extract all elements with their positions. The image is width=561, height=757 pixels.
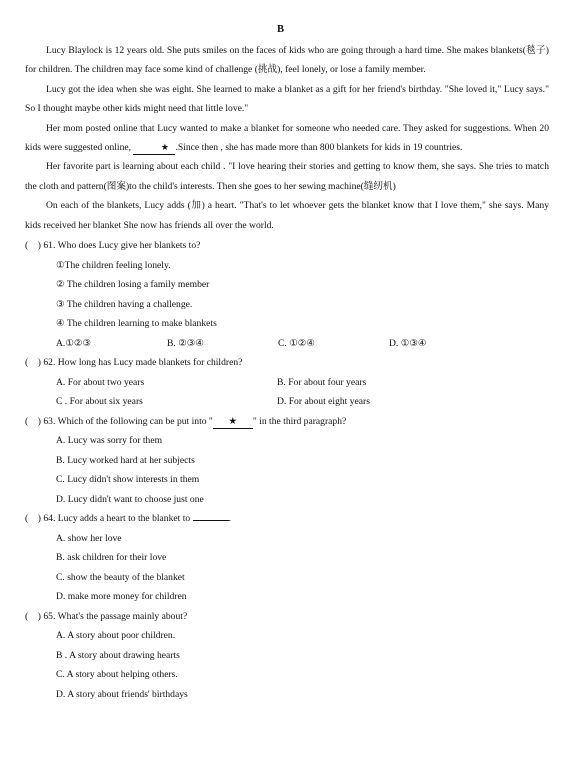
- q61-item-1: ①The children feeling lonely.: [56, 259, 171, 271]
- q61-item-3: ③ The children having a challenge.: [56, 298, 193, 310]
- q61-item-4: ④ The children learning to make blankets: [56, 318, 217, 329]
- q64-choice-a: A. show her love: [56, 532, 122, 544]
- q65-choice-c: C. A story about helping others.: [56, 669, 178, 680]
- question-63-stem: [25, 412, 549, 432]
- q63-choice-a: A. Lucy was sorry for them: [56, 435, 163, 446]
- paragraph-3-after: .Since then , she has made more than 800 blankets for kids in 19 countries.: [175, 142, 463, 154]
- q63-choice-c: C. Lucy didn't show interests in them: [56, 474, 200, 485]
- q63-choice-b: B. Lucy worked hard at her subjects: [56, 454, 195, 466]
- q61-item-2: ② The children losing a family member: [56, 279, 210, 290]
- q63-star-blank: ★: [213, 416, 253, 429]
- paragraph-5: On each of the blankets, Lucy adds (加) a heart. "That's to let whoever gets the blanket know that I love them," she says. Many kids received her blanket She now has friends all over the world.: [25, 200, 549, 231]
- question-64-stem: [25, 509, 549, 529]
- q63-choice-d: D. Lucy didn't want to choose just one: [56, 493, 204, 505]
- reading-passage: [25, 41, 549, 235]
- question-61-stem: ( ) 61. Who does Lucy give her blankets to?: [25, 240, 201, 251]
- q62-choice-a: A. For about two years: [56, 376, 145, 388]
- q61-choice-b: B. ②③④: [167, 337, 204, 349]
- q64-choice-d: D. make more money for children: [56, 591, 187, 602]
- paragraph-3: [25, 119, 549, 158]
- question-65-stem: ( ) 65. What's the passage mainly about?: [25, 610, 188, 622]
- q61-choice-c: C. ①②④: [278, 337, 315, 349]
- paragraph-2: Lucy got the idea when she was eight. She learned to make a blanket as a gift for her friend's birthday. "She loved it," Lucy says." So I thought maybe other kids might need that little love.": [25, 83, 549, 115]
- q65-choice-b: B . A story about drawing hearts: [56, 649, 180, 661]
- q64-stem-end: .: [228, 513, 231, 524]
- q62-choice-c: C . For about six years: [56, 396, 143, 407]
- q62-choices-row-1: [25, 373, 549, 393]
- q61-choice-d: D. ①③④: [389, 337, 427, 349]
- q65-choice-d: D. A story about friends' birthdays: [56, 688, 188, 700]
- q62-choices-row-2: [25, 392, 549, 412]
- q64-choice-b: B. ask children for their love: [56, 552, 167, 563]
- q61-choice-a: A.①②③: [56, 337, 92, 349]
- paragraph-4: Her favorite part is learning about each child . "I love hearing their stories and getting to know them, she says. She tries to match the cloth and pattern(图案)to the child's interests. Then she goes to her sewing machine(缝纫机): [25, 161, 549, 192]
- q62-choice-d: D. For about eight years: [277, 396, 370, 407]
- star-blank: ★: [133, 141, 175, 155]
- question-62-stem: ( ) 62. How long has Lucy made blankets for children?: [25, 357, 243, 368]
- section-title: B: [276, 24, 284, 35]
- paragraph-3-before: Her mom posted online that Lucy wanted to make a blanket for someone who needed care. They asked for suggestions. When 20 kids were suggested online,: [25, 122, 549, 154]
- q61-choices: [25, 334, 549, 354]
- q65-choice-a: A. A story about poor children.: [56, 630, 176, 641]
- question-list: [25, 236, 549, 704]
- q64-stem-text: ( ) 64. Lucy adds a heart to the blanket to: [25, 513, 191, 524]
- q63-stem-after: " in the third paragraph?: [252, 415, 347, 427]
- q63-stem-before: ( ) 63. Which of the following can be put into ": [25, 415, 213, 427]
- q62-choice-b: B. For about four years: [277, 376, 367, 388]
- q64-choice-c: C. show the beauty of the blanket: [56, 571, 185, 583]
- paragraph-1: Lucy Blaylock is 12 years old. She puts smiles on the faces of kids who are going through a hard time. She makes blankets(毯子) for children. The children may face some kind of challenge (挑战), feel lonely, or lose a family member.: [25, 45, 549, 76]
- q64-answer-blank: [193, 509, 229, 521]
